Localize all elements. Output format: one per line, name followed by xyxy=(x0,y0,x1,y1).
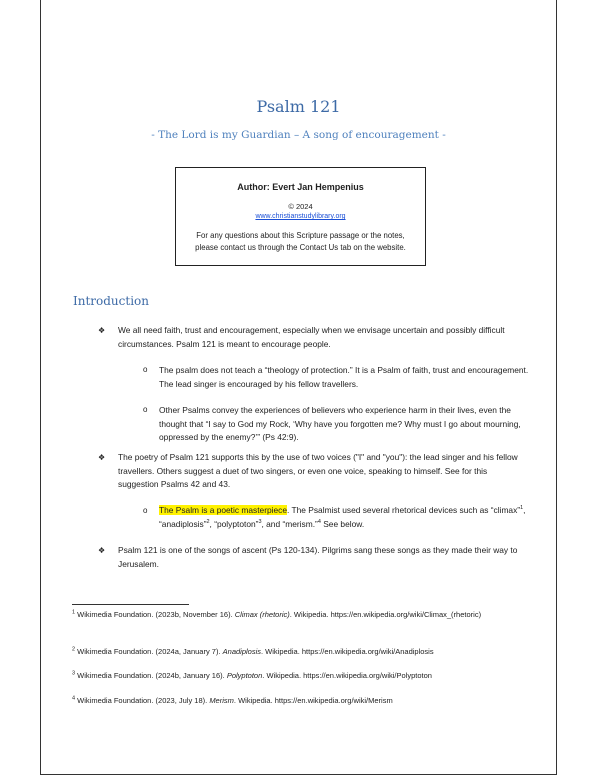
sub-bullet-circle-icon: o xyxy=(143,365,148,374)
author-name: Author: Evert Jan Hempenius xyxy=(237,182,364,192)
highlighted-text: The Psalm is a poetic masterpiece xyxy=(159,505,288,515)
footnote-ref-3[interactable]: 3 xyxy=(258,518,262,525)
footnote-ref-4[interactable]: 4 xyxy=(317,518,321,525)
sub-bullet-circle-icon: o xyxy=(143,405,148,414)
footnote-ref-1[interactable]: 1 xyxy=(520,505,524,512)
page-subtitle: - The Lord is my Guardian – A song of encouragement - xyxy=(151,129,446,141)
page-title: Psalm 121 xyxy=(256,97,341,116)
footnote-divider xyxy=(72,604,189,605)
footnote-1: $^1$ Wikimedia Foundation. (2023b, November 16). Climax (rhetoric). Wikipedia. https://en.wikipedia.org/wiki/Climax_(rhetoric) xyxy=(72,609,482,619)
bullet-songs-of-ascent: Psalm 121 is one of the songs of ascent (Ps 120-134). Pilgrims sang these songs as they made their way to Jerusalem. xyxy=(118,545,518,569)
document-page xyxy=(40,0,557,775)
footnote-2: $^2$ Wikimedia Foundation. (2024a, January 7). Anadiplosis. Wikipedia. https://en.wikipedia.org/wiki/Anadiplosis xyxy=(72,646,434,656)
bullet-diamond-icon: ❖ xyxy=(98,453,106,462)
contact-note xyxy=(176,230,425,254)
footnote-ref-2[interactable]: 2 xyxy=(206,518,210,525)
bullet-diamond-icon: ❖ xyxy=(98,326,106,335)
website-link[interactable]: www.christianstudylibrary.org xyxy=(255,213,346,220)
sub-bullet-poetic-masterpiece: The Psalm is a poetic masterpiece. The Psalmist used several rhetorical devices such as “climax”$^1$, “anadiplosis”$^2$, “polyptoton”$^3$, and “merism.”$^4$ See below. xyxy=(159,505,526,529)
section-heading-introduction: Introduction xyxy=(73,294,149,308)
sub-bullet-theology: The psalm does not teach a “theology of protection.” It is a Psalm of faith, trust and encouragement. The lead singer is encouraged by his fellow travellers. xyxy=(159,365,529,389)
sub-bullet-other-psalms: Other Psalms convey the experiences of believers who experience harm in their lives, even the thought that “I say to God my Rock, ‘Why have you forgotten me? Why must I go about mourning, oppressed by the enemy?’” (Ps 42:9). xyxy=(159,405,521,442)
footnote-4: $^4$ Wikimedia Foundation. (2023, July 18). Merism. Wikipedia. https://en.wikipedia.org/wiki/Merism xyxy=(72,695,393,705)
author-box xyxy=(175,167,426,266)
bullet-two-voices: The poetry of Psalm 121 supports this by the use of two voices ("I" and "you"): the lead singer and his fellow travellers. Others suggest a duet of two singers, or even one voice, speaking to himself. See for this suggestion Psalms 42 and 43. xyxy=(118,452,518,489)
contact-line-2: please contact us through the Contact Us tab on the website. xyxy=(195,243,406,252)
bullet-faith-trust: We all need faith, trust and encouragement, especially when we envisage uncertain and possibly difficult circumstances. Psalm 121 is meant to encourage people. xyxy=(118,325,505,349)
contact-line-1: For any questions about this Scripture passage or the notes, xyxy=(196,231,405,240)
bullet-diamond-icon: ❖ xyxy=(98,546,106,555)
copyright: © 2024 xyxy=(288,202,313,211)
footnote-3: $^3$ Wikimedia Foundation. (2024b, January 16). Polyptoton. Wikipedia. https://en.wikipedia.org/wiki/Polyptoton xyxy=(72,670,432,680)
sub-bullet-circle-icon: o xyxy=(143,506,148,515)
